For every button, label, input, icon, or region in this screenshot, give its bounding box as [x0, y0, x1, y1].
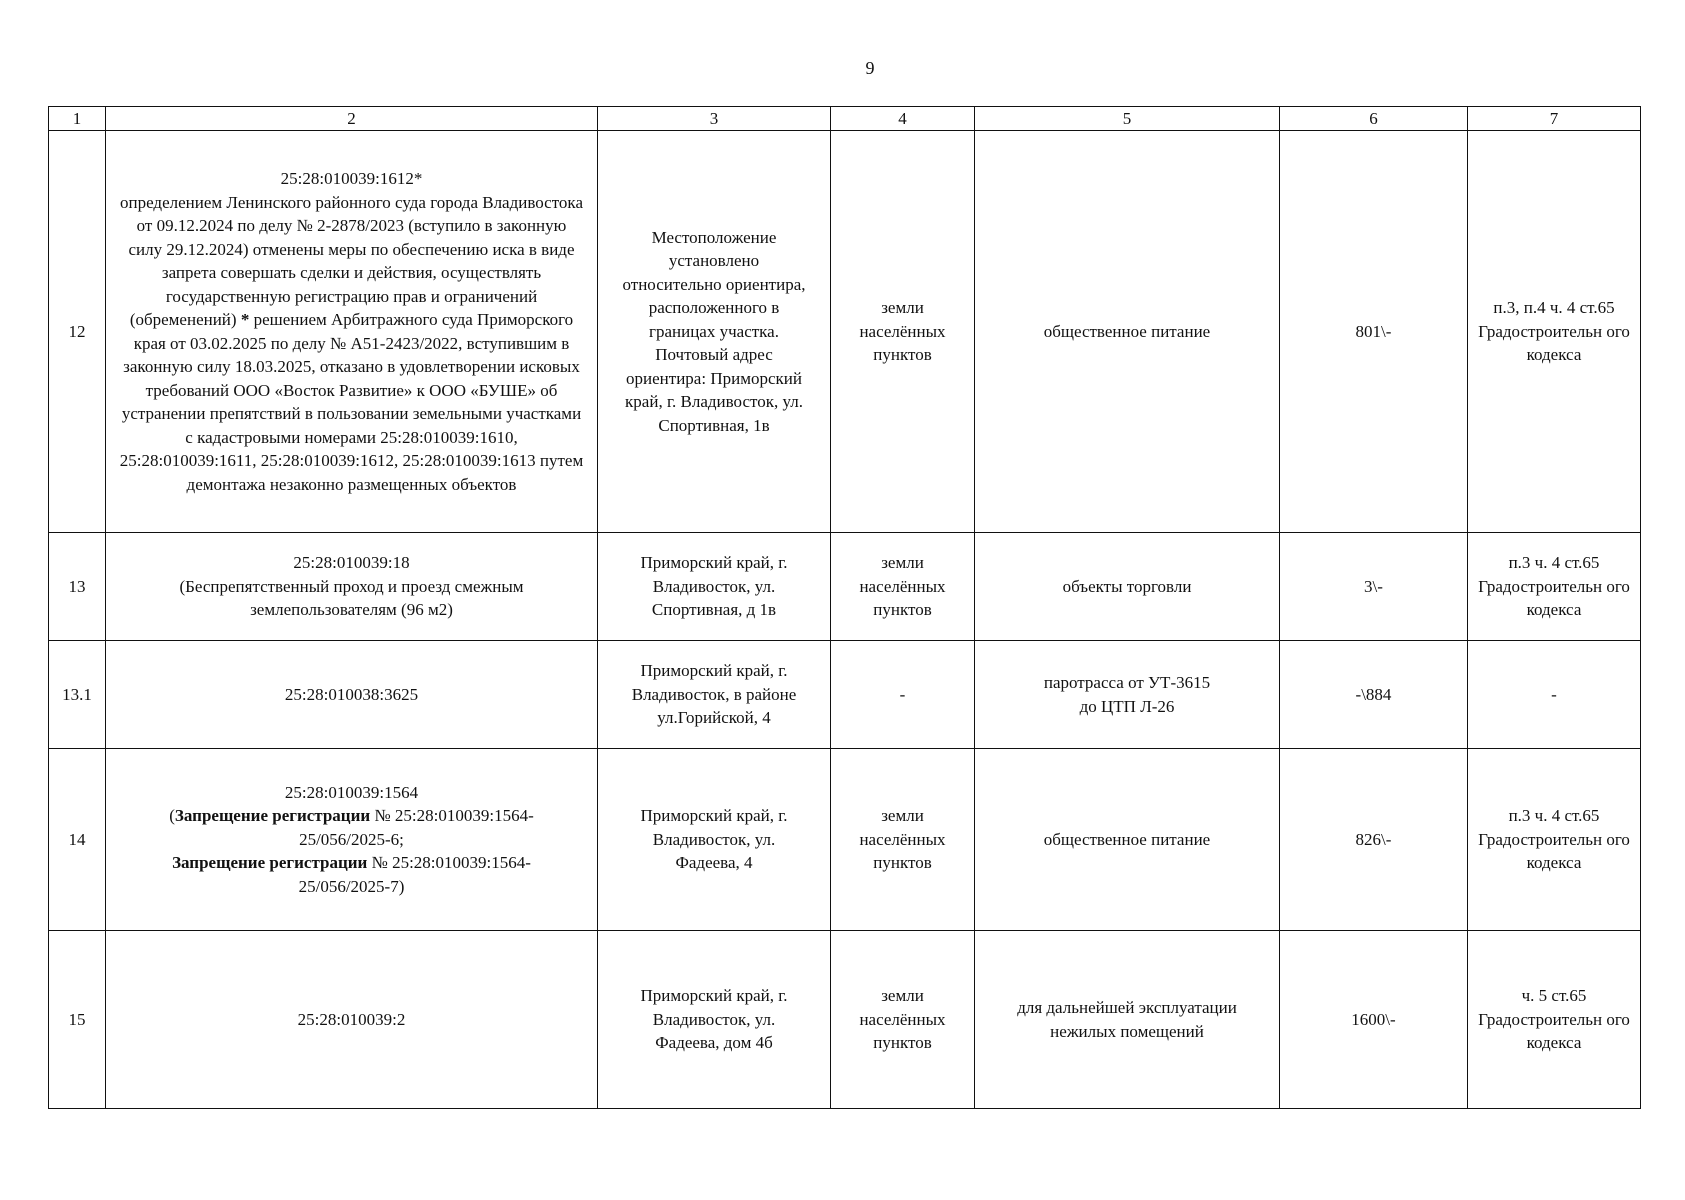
parcel-cell: [106, 533, 598, 641]
area-cell: 801\-: [1280, 131, 1468, 533]
area-cell: -\884: [1280, 641, 1468, 749]
footnote-asterisk: *: [240, 310, 250, 329]
column-header-5: 5: [975, 107, 1280, 131]
permitted-use-cell: для дальнейшей эксплуатации нежилых помещений: [975, 931, 1280, 1109]
parcel-cell: [106, 131, 598, 533]
page-number: 9: [865, 58, 875, 78]
column-header-7: 7: [1468, 107, 1641, 131]
parcel-cell: [106, 749, 598, 931]
permitted-use-cell: объекты торговли: [975, 533, 1280, 641]
cadastral-number: 25:28:010039:1612*: [280, 169, 423, 188]
cadastral-number: 25:28:010039:2: [297, 1009, 406, 1029]
land-category-cell: земли населённых пунктов: [831, 749, 975, 931]
location-cell: Приморский край, г. Владивосток, ул. Фадеева, 4: [598, 749, 831, 931]
parcel-cell: [106, 931, 598, 1109]
cadastral-number: 25:28:010038:3625: [284, 684, 419, 704]
area-cell: 826\-: [1280, 749, 1468, 931]
parcel-cell: [106, 641, 598, 749]
land-category-cell: земли населённых пунктов: [831, 931, 975, 1109]
legal-basis-cell: п.3 ч. 4 ст.65 Градостроительн ого кодекса: [1468, 749, 1641, 931]
location-cell: Приморский край, г. Владивосток, ул. Фадеева, дом 4б: [598, 931, 831, 1109]
row-number: 15: [49, 931, 106, 1109]
land-category-cell: -: [831, 641, 975, 749]
parcel-note: определением Ленинского районного суда города Владивостока от 09.12.2024 по делу № 2-2878/2023 (вступило в законную силу 29.12.2024) отменены меры по обеспечению иска в виде запрета совершать сделки и действия, осуществлять государственную регистрацию прав и ограничений (обременений) * решением Арбитражного суда Приморского края от 03.02.2025 по делу № А51-2423/2022, вступившим в законную силу 18.03.2025, отказано в удовлетворении исковых требований ООО «Восток Развитие» к ООО «БУШЕ» об устранении препятствий в пользовании земельными участками с кадастровыми номерами 25:28:010039:1610, 25:28:010039:1611, 25:28:010039:1612, 25:28:010039:1613 путем демонтажа незаконно размещенных объектов: [119, 192, 584, 494]
land-category-cell: земли населённых пунктов: [831, 533, 975, 641]
table-row: [49, 931, 1641, 1109]
row-number: 12: [49, 131, 106, 533]
column-header-2: 2: [106, 107, 598, 131]
cadastral-number: 25:28:010039:1564: [284, 782, 419, 802]
row-number: 13: [49, 533, 106, 641]
table-row: [49, 641, 1641, 749]
land-category-cell: земли населённых пунктов: [831, 131, 975, 533]
registration-ban-note-2: Запрещение регистрации № 25:28:010039:1564-25/056/2025-7): [172, 853, 531, 896]
area-cell: 3\-: [1280, 533, 1468, 641]
registration-ban-label: Запрещение регистрации: [172, 853, 368, 873]
location-cell: Местоположение установлено относительно ориентира, расположенного в границах участка. Почтовый адрес ориентира: Приморский край, г. Владивосток, ул. Спортивная, 1в: [598, 131, 831, 533]
location-cell: Приморский край, г. Владивосток, в районе ул.Горийской, 4: [598, 641, 831, 749]
table-row: [49, 749, 1641, 931]
permitted-use-cell: общественное питание: [975, 749, 1280, 931]
column-header-1: 1: [49, 107, 106, 131]
row-number: 13.1: [49, 641, 106, 749]
cadastral-number: 25:28:010039:18: [293, 553, 410, 573]
registration-ban-label: Запрещение регистрации: [174, 806, 371, 826]
legal-basis-cell: ч. 5 ст.65 Градостроительн ого кодекса: [1468, 931, 1641, 1109]
legal-basis-cell: -: [1468, 641, 1641, 749]
registration-ban-note-1: (Запрещение регистрации № 25:28:010039:1564-25/056/2025-6;: [169, 806, 534, 849]
row-number: 14: [49, 749, 106, 931]
land-parcels-table: [48, 106, 1641, 1109]
table-row: [49, 533, 1641, 641]
area-cell: 1600\-: [1280, 931, 1468, 1109]
legal-basis-cell: п.3 ч. 4 ст.65 Градостроительн ого кодекса: [1468, 533, 1641, 641]
permitted-use-cell: общественное питание: [975, 131, 1280, 533]
table-row: [49, 131, 1641, 533]
column-number-header-row: [49, 107, 1641, 131]
column-header-4: 4: [831, 107, 975, 131]
column-header-3: 3: [598, 107, 831, 131]
legal-basis-cell: п.3, п.4 ч. 4 ст.65 Градостроительн ого кодекса: [1468, 131, 1641, 533]
column-header-6: 6: [1280, 107, 1468, 131]
parcel-note: (Беспрепятственный проход и проезд смежным землепользователям (96 м2): [179, 576, 524, 620]
location-cell: Приморский край, г. Владивосток, ул. Спортивная, д 1в: [598, 533, 831, 641]
permitted-use-cell: паротрасса от УТ-3615 до ЦТП Л-26: [975, 641, 1280, 749]
